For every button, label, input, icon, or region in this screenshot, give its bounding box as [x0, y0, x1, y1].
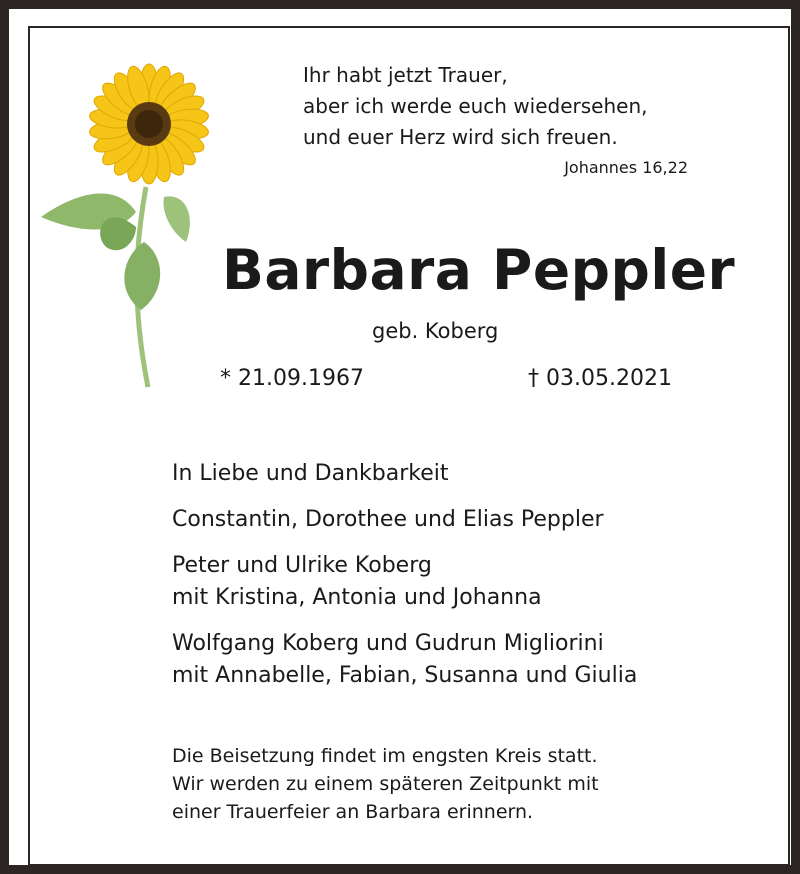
mourners-list — [172, 458, 772, 706]
verse-line: aber ich werde euch wiedersehen, — [303, 94, 648, 118]
birth-date: * 21.09.1967 — [220, 366, 364, 391]
mourners-intro: In Liebe und Dankbarkeit — [172, 461, 449, 486]
leaf-right — [163, 196, 189, 242]
mourners-intro-group — [172, 458, 772, 490]
leaf-mid — [124, 242, 160, 310]
death-date: † 03.05.2021 — [528, 366, 672, 391]
mourner-group — [172, 550, 772, 614]
verse-line: Ihr habt jetzt Trauer, — [303, 63, 508, 87]
mourner-line: mit Annabelle, Fabian, Susanna und Giulia — [172, 663, 638, 688]
bible-verse — [303, 60, 723, 153]
verse-reference: Johannes 16,22 — [564, 158, 688, 177]
mourner-line: Peter und Ulrike Koberg — [172, 553, 432, 578]
notice-line: Die Beisetzung findet im engsten Kreis statt. — [172, 745, 598, 767]
mourner-group — [172, 504, 772, 536]
funeral-notice — [172, 742, 772, 826]
sunflower-icon — [36, 52, 226, 392]
deceased-name: Barbara Peppler — [222, 238, 736, 302]
mourner-line: Wolfgang Koberg und Gudrun Migliorini — [172, 631, 604, 656]
notice-line: einer Trauerfeier an Barbara erinnern. — [172, 801, 534, 823]
mourner-group — [172, 628, 772, 692]
notice-line: Wir werden zu einem späteren Zeitpunkt mit — [172, 773, 599, 795]
leaf-left-2 — [100, 217, 136, 250]
verse-line: und euer Herz wird sich freuen. — [303, 125, 618, 149]
mourner-line: Constantin, Dorothee und Elias Peppler — [172, 507, 604, 532]
maiden-name: geb. Koberg — [372, 319, 499, 343]
mourner-line: mit Kristina, Antonia und Johanna — [172, 585, 542, 610]
